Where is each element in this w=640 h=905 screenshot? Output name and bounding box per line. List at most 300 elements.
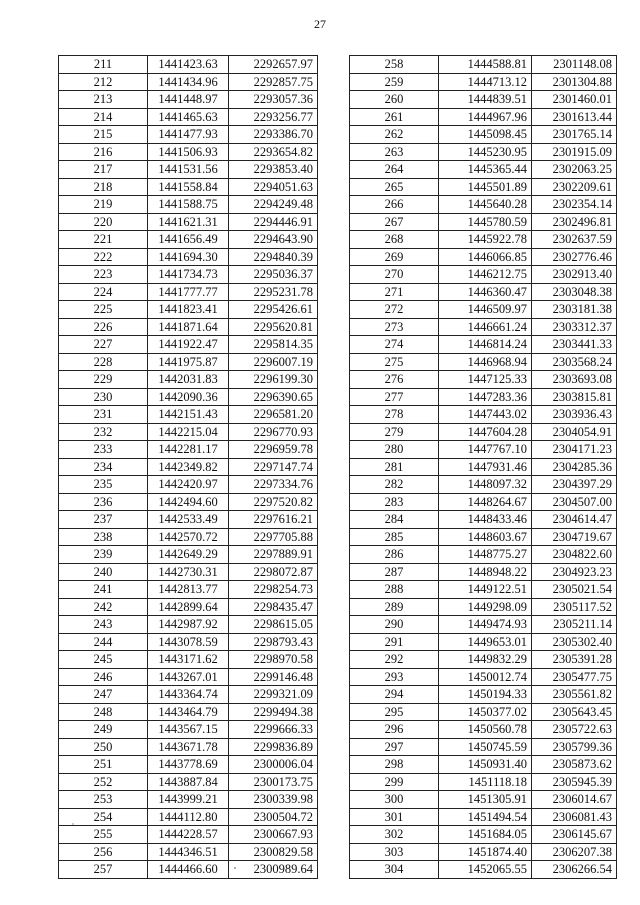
table-row [59,563,318,581]
table-row [59,843,318,861]
x-coordinate-cell: 1446968.94 [439,353,532,371]
point-number-cell: 220 [59,213,148,231]
x-coordinate-cell: 1443778.69 [148,756,229,774]
point-number-cell: 266 [350,196,439,214]
y-coordinate-cell: 2293057.36 [229,91,318,109]
x-coordinate-cell: 1444713.12 [439,73,532,91]
point-number-cell: 225 [59,301,148,319]
x-coordinate-cell: 1442031.83 [148,371,229,389]
table-row [59,721,318,739]
table-row [59,493,318,511]
point-number-cell: 280 [350,441,439,459]
point-number-cell: 254 [59,808,148,826]
x-coordinate-cell: 1441588.75 [148,196,229,214]
x-coordinate-cell: 1443464.79 [148,703,229,721]
point-number-cell: 270 [350,266,439,284]
point-number-cell: 247 [59,686,148,704]
x-coordinate-cell: 1443887.84 [148,773,229,791]
point-number-cell: 269 [350,248,439,266]
y-coordinate-cell: 2304614.47 [532,511,617,529]
point-number-cell: 213 [59,91,148,109]
x-coordinate-cell: 1442090.36 [148,388,229,406]
point-number-cell: 275 [350,353,439,371]
x-coordinate-cell: 1446814.24 [439,336,532,354]
table-row [350,756,617,774]
x-coordinate-cell: 1441477.93 [148,126,229,144]
table-row [59,231,318,249]
table-row [59,861,318,879]
table-row [59,476,318,494]
x-coordinate-cell: 1444346.51 [148,843,229,861]
x-coordinate-cell: 1441694.30 [148,248,229,266]
y-coordinate-cell: 2305799.36 [532,738,617,756]
y-coordinate-cell: 2294051.63 [229,178,318,196]
table-row [350,563,617,581]
x-coordinate-cell: 1451684.05 [439,826,532,844]
x-coordinate-cell: 1444228.57 [148,826,229,844]
y-coordinate-cell: 2297147.74 [229,458,318,476]
table-row [59,283,318,301]
table-row [59,336,318,354]
point-number-cell: 276 [350,371,439,389]
table-body [59,56,318,879]
point-number-cell: 261 [350,108,439,126]
table-row [59,738,318,756]
y-coordinate-cell: 2305477.75 [532,668,617,686]
x-coordinate-cell: 1446066.85 [439,248,532,266]
point-number-cell: 274 [350,336,439,354]
table-row [59,318,318,336]
y-coordinate-cell: 2300173.75 [229,773,318,791]
table-row [350,738,617,756]
point-number-cell: 277 [350,388,439,406]
table-row [59,581,318,599]
table-body [350,56,617,879]
y-coordinate-cell: 2305722.63 [532,721,617,739]
x-coordinate-cell: 1449653.01 [439,633,532,651]
point-number-cell: 244 [59,633,148,651]
x-coordinate-cell: 1442420.97 [148,476,229,494]
y-coordinate-cell: 2304285.36 [532,458,617,476]
x-coordinate-cell: 1442649.29 [148,546,229,564]
point-number-cell: 268 [350,231,439,249]
y-coordinate-cell: 2296390.65 [229,388,318,406]
y-coordinate-cell: 2295426.61 [229,301,318,319]
coordinates-table-left [58,55,318,879]
table-row [350,161,617,179]
x-coordinate-cell: 1445922.78 [439,231,532,249]
point-number-cell: 258 [350,56,439,74]
point-number-cell: 214 [59,108,148,126]
point-number-cell: 293 [350,668,439,686]
point-number-cell: 229 [59,371,148,389]
y-coordinate-cell: 2303568.24 [532,353,617,371]
table-row [350,196,617,214]
table-row [350,213,617,231]
x-coordinate-cell: 1447125.33 [439,371,532,389]
y-coordinate-cell: 2292857.75 [229,73,318,91]
table-row [59,791,318,809]
x-coordinate-cell: 1445230.95 [439,143,532,161]
y-coordinate-cell: 2305117.52 [532,598,617,616]
table-row [59,703,318,721]
table-row [350,546,617,564]
point-number-cell: 290 [350,616,439,634]
point-number-cell: 236 [59,493,148,511]
y-coordinate-cell: 2300339.98 [229,791,318,809]
point-number-cell: 252 [59,773,148,791]
y-coordinate-cell: 2305302.40 [532,633,617,651]
point-number-cell: 241 [59,581,148,599]
table-row [350,266,617,284]
point-number-cell: 237 [59,511,148,529]
x-coordinate-cell: 1441465.63 [148,108,229,126]
point-number-cell: 300 [350,791,439,809]
table-row [59,353,318,371]
y-coordinate-cell: 2302776.46 [532,248,617,266]
x-coordinate-cell: 1449122.51 [439,581,532,599]
point-number-cell: 216 [59,143,148,161]
table-row [350,73,617,91]
table-row [350,91,617,109]
x-coordinate-cell: 1448775.27 [439,546,532,564]
point-number-cell: 297 [350,738,439,756]
table-row [59,266,318,284]
y-coordinate-cell: 2294249.48 [229,196,318,214]
y-coordinate-cell: 2304507.00 [532,493,617,511]
x-coordinate-cell: 1444112.80 [148,808,229,826]
table-row [350,143,617,161]
point-number-cell: 286 [350,546,439,564]
y-coordinate-cell: 2298254.73 [229,581,318,599]
table-row [350,808,617,826]
table-row [59,808,318,826]
y-coordinate-cell: 2295231.78 [229,283,318,301]
point-number-cell: 295 [350,703,439,721]
x-coordinate-cell: 1450012.74 [439,668,532,686]
y-coordinate-cell: 2305643.45 [532,703,617,721]
y-coordinate-cell: 2301765.14 [532,126,617,144]
point-number-cell: 263 [350,143,439,161]
x-coordinate-cell: 1449474.93 [439,616,532,634]
y-coordinate-cell: 2295620.81 [229,318,318,336]
table-row [350,668,617,686]
y-coordinate-cell: 2295814.35 [229,336,318,354]
table-row [350,108,617,126]
y-coordinate-cell: 2293654.82 [229,143,318,161]
table-row [350,248,617,266]
y-coordinate-cell: 2303048.38 [532,283,617,301]
y-coordinate-cell: 2306145.67 [532,826,617,844]
y-coordinate-cell: 2300006.04 [229,756,318,774]
x-coordinate-cell: 1441922.47 [148,336,229,354]
y-coordinate-cell: 2302209.61 [532,178,617,196]
y-coordinate-cell: 2298793.43 [229,633,318,651]
x-coordinate-cell: 1450931.40 [439,756,532,774]
y-coordinate-cell: 2303693.08 [532,371,617,389]
point-number-cell: 232 [59,423,148,441]
point-number-cell: 230 [59,388,148,406]
point-number-cell: 248 [59,703,148,721]
y-coordinate-cell: 2301915.09 [532,143,617,161]
point-number-cell: 289 [350,598,439,616]
y-coordinate-cell: 2305873.62 [532,756,617,774]
point-number-cell: 242 [59,598,148,616]
y-coordinate-cell: 2293386.70 [229,126,318,144]
point-number-cell: 223 [59,266,148,284]
point-number-cell: 257 [59,861,148,879]
x-coordinate-cell: 1441823.41 [148,301,229,319]
y-coordinate-cell: 2298615.05 [229,616,318,634]
table-row [350,406,617,424]
x-coordinate-cell: 1450377.02 [439,703,532,721]
table-row [350,791,617,809]
x-coordinate-cell: 1447443.02 [439,406,532,424]
x-coordinate-cell: 1448603.67 [439,528,532,546]
y-coordinate-cell: 2297334.76 [229,476,318,494]
table-row [59,143,318,161]
y-coordinate-cell: 2305021.54 [532,581,617,599]
x-coordinate-cell: 1442987.92 [148,616,229,634]
table-row [59,773,318,791]
table-row [59,511,318,529]
table-row [59,213,318,231]
x-coordinate-cell: 1448264.67 [439,493,532,511]
table-row [59,73,318,91]
x-coordinate-cell: 1441734.73 [148,266,229,284]
point-number-cell: 253 [59,791,148,809]
scan-speck [234,867,236,869]
table-row [59,598,318,616]
point-number-cell: 218 [59,178,148,196]
point-number-cell: 215 [59,126,148,144]
y-coordinate-cell: 2299321.09 [229,686,318,704]
x-coordinate-cell: 1450194.33 [439,686,532,704]
y-coordinate-cell: 2303815.81 [532,388,617,406]
y-coordinate-cell: 2302063.25 [532,161,617,179]
point-number-cell: 260 [350,91,439,109]
x-coordinate-cell: 1448097.32 [439,476,532,494]
y-coordinate-cell: 2299836.89 [229,738,318,756]
table-row [350,651,617,669]
x-coordinate-cell: 1441975.87 [148,353,229,371]
x-coordinate-cell: 1443999.21 [148,791,229,809]
y-coordinate-cell: 2294446.91 [229,213,318,231]
point-number-cell: 239 [59,546,148,564]
table-row [59,406,318,424]
table-row [59,826,318,844]
table-row [350,703,617,721]
table-row [59,458,318,476]
y-coordinate-cell: 2306266.54 [532,861,617,879]
y-coordinate-cell: 2304822.60 [532,546,617,564]
point-number-cell: 281 [350,458,439,476]
table-row [59,546,318,564]
table-row [350,616,617,634]
point-number-cell: 243 [59,616,148,634]
y-coordinate-cell: 2302637.59 [532,231,617,249]
y-coordinate-cell: 2299666.33 [229,721,318,739]
x-coordinate-cell: 1451874.40 [439,843,532,861]
y-coordinate-cell: 2299146.48 [229,668,318,686]
table-row [350,686,617,704]
y-coordinate-cell: 2296199.30 [229,371,318,389]
table-row [350,528,617,546]
x-coordinate-cell: 1441506.93 [148,143,229,161]
point-number-cell: 279 [350,423,439,441]
table-row [59,423,318,441]
point-number-cell: 238 [59,528,148,546]
point-number-cell: 265 [350,178,439,196]
y-coordinate-cell: 2305561.82 [532,686,617,704]
point-number-cell: 303 [350,843,439,861]
table-row [350,598,617,616]
x-coordinate-cell: 1443671.78 [148,738,229,756]
point-number-cell: 294 [350,686,439,704]
point-number-cell: 211 [59,56,148,74]
point-number-cell: 224 [59,283,148,301]
y-coordinate-cell: 2304171.23 [532,441,617,459]
y-coordinate-cell: 2293853.40 [229,161,318,179]
table-row [350,178,617,196]
point-number-cell: 217 [59,161,148,179]
point-number-cell: 285 [350,528,439,546]
x-coordinate-cell: 1447931.46 [439,458,532,476]
y-coordinate-cell: 2296770.93 [229,423,318,441]
table-row [59,616,318,634]
y-coordinate-cell: 2306207.38 [532,843,617,861]
x-coordinate-cell: 1447767.10 [439,441,532,459]
table-row [350,581,617,599]
x-coordinate-cell: 1443567.15 [148,721,229,739]
y-coordinate-cell: 2303936.43 [532,406,617,424]
y-coordinate-cell: 2301304.88 [532,73,617,91]
x-coordinate-cell: 1441558.84 [148,178,229,196]
point-number-cell: 227 [59,336,148,354]
point-number-cell: 282 [350,476,439,494]
table-row [59,178,318,196]
y-coordinate-cell: 2302354.14 [532,196,617,214]
table-row [350,458,617,476]
x-coordinate-cell: 1441871.64 [148,318,229,336]
x-coordinate-cell: 1449832.29 [439,651,532,669]
x-coordinate-cell: 1448433.46 [439,511,532,529]
y-coordinate-cell: 2293256.77 [229,108,318,126]
table-row [59,108,318,126]
point-number-cell: 228 [59,353,148,371]
table-row [59,756,318,774]
y-coordinate-cell: 2296959.78 [229,441,318,459]
table-row [350,843,617,861]
x-coordinate-cell: 1446661.24 [439,318,532,336]
table-row [350,283,617,301]
x-coordinate-cell: 1445640.28 [439,196,532,214]
point-number-cell: 291 [350,633,439,651]
point-number-cell: 240 [59,563,148,581]
y-coordinate-cell: 2303181.38 [532,301,617,319]
y-coordinate-cell: 2296581.20 [229,406,318,424]
point-number-cell: 259 [350,73,439,91]
x-coordinate-cell: 1443078.59 [148,633,229,651]
y-coordinate-cell: 2302496.81 [532,213,617,231]
point-number-cell: 250 [59,738,148,756]
y-coordinate-cell: 2301460.01 [532,91,617,109]
x-coordinate-cell: 1445780.59 [439,213,532,231]
y-coordinate-cell: 2303312.37 [532,318,617,336]
point-number-cell: 298 [350,756,439,774]
table-row [59,686,318,704]
y-coordinate-cell: 2303441.33 [532,336,617,354]
point-number-cell: 302 [350,826,439,844]
x-coordinate-cell: 1442215.04 [148,423,229,441]
x-coordinate-cell: 1442813.77 [148,581,229,599]
table-row [59,371,318,389]
point-number-cell: 292 [350,651,439,669]
point-number-cell: 288 [350,581,439,599]
table-row [59,651,318,669]
point-number-cell: 256 [59,843,148,861]
point-number-cell: 271 [350,283,439,301]
point-number-cell: 234 [59,458,148,476]
y-coordinate-cell: 2299494.38 [229,703,318,721]
point-number-cell: 262 [350,126,439,144]
x-coordinate-cell: 1449298.09 [439,598,532,616]
x-coordinate-cell: 1443364.74 [148,686,229,704]
page-number: 27 [314,17,326,31]
point-number-cell: 287 [350,563,439,581]
table-row [59,633,318,651]
x-coordinate-cell: 1452065.55 [439,861,532,879]
x-coordinate-cell: 1445501.89 [439,178,532,196]
point-number-cell: 226 [59,318,148,336]
x-coordinate-cell: 1451494.54 [439,808,532,826]
point-number-cell: 245 [59,651,148,669]
table-row [350,721,617,739]
table-row [59,126,318,144]
table-row [59,91,318,109]
y-coordinate-cell: 2302913.40 [532,266,617,284]
table-row [350,56,617,74]
x-coordinate-cell: 1442151.43 [148,406,229,424]
x-coordinate-cell: 1450560.78 [439,721,532,739]
y-coordinate-cell: 2297616.21 [229,511,318,529]
x-coordinate-cell: 1450745.59 [439,738,532,756]
x-coordinate-cell: 1444839.51 [439,91,532,109]
x-coordinate-cell: 1446212.75 [439,266,532,284]
point-number-cell: 299 [350,773,439,791]
x-coordinate-cell: 1451305.91 [439,791,532,809]
table-row [350,861,617,879]
y-coordinate-cell: 2305391.28 [532,651,617,669]
y-coordinate-cell: 2297705.88 [229,528,318,546]
x-coordinate-cell: 1444466.60 [148,861,229,879]
point-number-cell: 212 [59,73,148,91]
table-row [350,826,617,844]
point-number-cell: 222 [59,248,148,266]
y-coordinate-cell: 2306014.67 [532,791,617,809]
x-coordinate-cell: 1442533.49 [148,511,229,529]
y-coordinate-cell: 2300667.93 [229,826,318,844]
x-coordinate-cell: 1443267.01 [148,668,229,686]
table-row [350,423,617,441]
y-coordinate-cell: 2294643.90 [229,231,318,249]
point-number-cell: 251 [59,756,148,774]
table-row [350,388,617,406]
x-coordinate-cell: 1447604.28 [439,423,532,441]
y-coordinate-cell: 2295036.37 [229,266,318,284]
x-coordinate-cell: 1441777.77 [148,283,229,301]
table-row [350,231,617,249]
